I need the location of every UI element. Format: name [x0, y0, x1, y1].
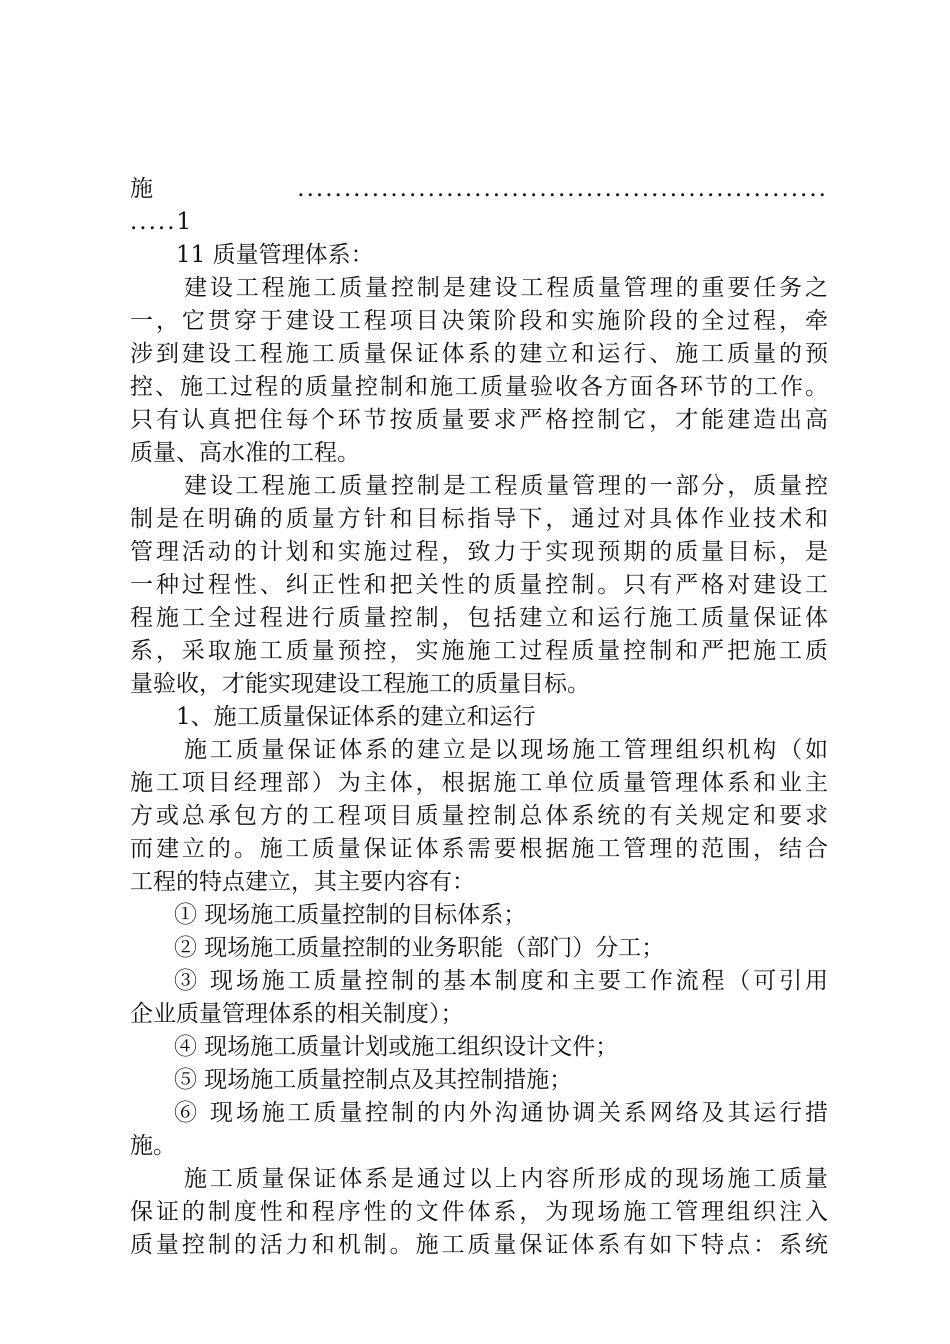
document-body [130, 173, 828, 1262]
content-list [130, 899, 828, 1163]
list-item: ② 现场施工质量控制的业务职能（部门）分工； [174, 935, 665, 961]
paragraph-line: 制是在明确的质量方针和目标指导下，通过对具体作业技术和 [130, 506, 828, 532]
paragraph-line: 质量控制的活力和机制。施工质量保证体系有如下特点：系统 [130, 1232, 828, 1258]
list-item-continued: 企业质量管理体系的相关制度）； [130, 1001, 464, 1027]
list-item-continued: 施。 [130, 1133, 176, 1159]
paragraph-line: 只有认真把住每个环节按质量要求严格控制它，才能建造出高 [130, 407, 828, 433]
list-item: ④ 现场施工质量计划或施工组织设计文件； [174, 1034, 619, 1060]
list-item: ③ 现场施工质量控制的基本制度和主要工作流程（可引用 [174, 968, 828, 994]
list-item: ① 现场施工质量控制的目标体系； [174, 902, 527, 928]
paragraph-line: 建设工程施工质量控制是建设工程质量管理的重要任务之 [184, 275, 828, 301]
paragraph-line: 施工质量保证体系是通过以上内容所形成的现场施工质量 [184, 1166, 828, 1192]
toc-entry-page-number: .....1 [130, 209, 194, 235]
paragraph-line: 而建立的。施工质量保证体系需要根据施工管理的范围，结合 [130, 836, 828, 862]
paragraph-3 [130, 734, 828, 899]
paragraph-line: 施工项目经理部）为主体，根据施工单位质量管理体系和业主 [130, 770, 828, 796]
paragraph-line: 工程的特点建立，其主要内容有： [130, 869, 475, 895]
paragraph-line: 量验收，才能实现建设工程施工的质量目标。 [130, 671, 590, 697]
paragraph-line: 方或总承包方的工程项目质量控制总体系统的有关规定和要求 [130, 803, 828, 829]
paragraph-4 [130, 1163, 828, 1262]
paragraph-line: 施工质量保证体系的建立是以现场施工管理组织机构（如 [184, 737, 828, 763]
paragraph-line: 建设工程施工质量控制是工程质量管理的一部分，质量控 [184, 473, 828, 499]
paragraph-2 [130, 470, 828, 701]
paragraph-line: 一种过程性、纠正性和把关性的质量控制。只有严格对建设工 [130, 572, 828, 598]
paragraph-line: 保证的制度性和程序性的文件体系，为现场施工管理组织注入 [130, 1199, 828, 1225]
subheading: 1、施工质量保证体系的建立和运行 [176, 704, 536, 730]
paragraph-line: 一，它贯穿于建设工程项目决策阶段和实施阶段的全过程，牵 [130, 308, 828, 334]
paragraph-line: 控、施工过程的质量控制和施工质量验收各方面各环节的工作。 [130, 374, 828, 400]
paragraph-line: 系，采取施工质量预控，实施施工过程质量控制和严把施工质 [130, 638, 828, 664]
section-heading: 11 质量管理体系： [176, 242, 374, 268]
paragraph-line: 程施工全过程进行质量控制，包括建立和运行施工质量保证体 [130, 605, 828, 631]
paragraph-line: 涉到建设工程施工质量保证体系的建立和运行、施工质量的预 [130, 341, 828, 367]
list-item: ⑤ 现场施工质量控制点及其控制措施； [174, 1067, 573, 1093]
paragraph-line: 管理活动的计划和实施过程，致力于实现预期的质量目标，是 [130, 539, 828, 565]
paragraph-1 [130, 272, 828, 470]
toc-entry-line: 施......................................................... [130, 176, 828, 202]
paragraph-line: 质量、高水准的工程。 [130, 440, 360, 466]
list-item: ⑥ 现场施工质量控制的内外沟通协调关系网络及其运行措 [174, 1100, 828, 1126]
